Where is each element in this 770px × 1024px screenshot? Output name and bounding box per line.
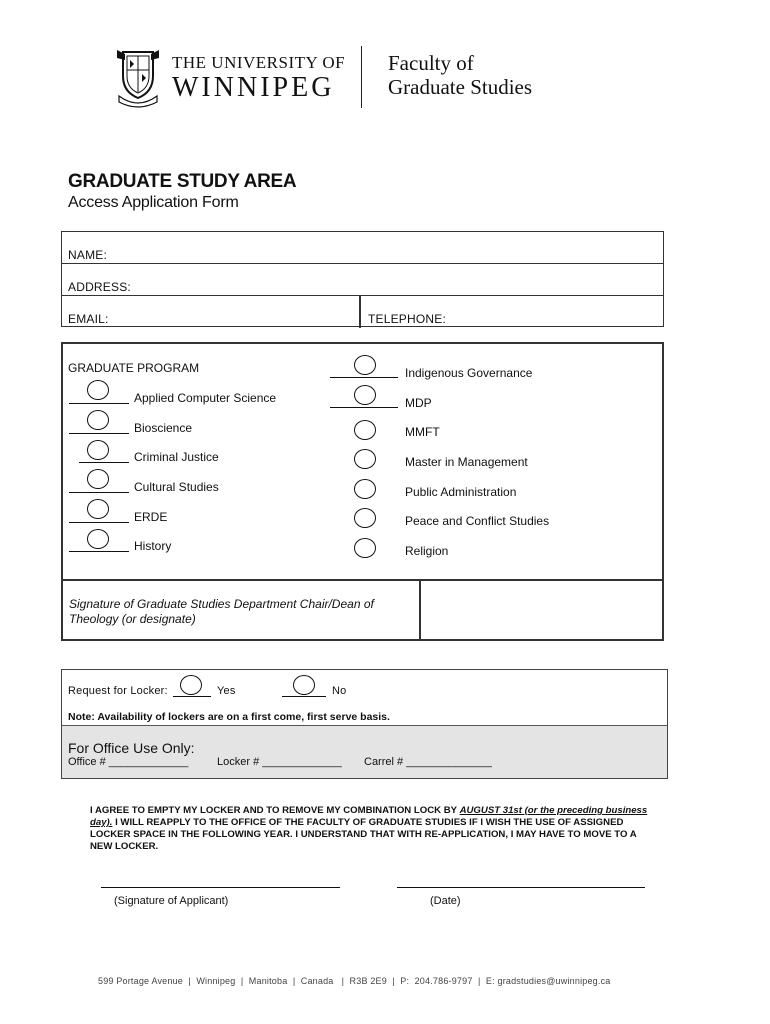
form-title: GRADUATE STUDY AREA bbox=[68, 171, 297, 192]
radio-cultural-studies[interactable] bbox=[87, 469, 109, 489]
option-cultural-studies: Cultural Studies bbox=[134, 480, 219, 494]
radio-peace-and-conflict-studies[interactable] bbox=[354, 508, 376, 528]
option-mmft: MMFT bbox=[405, 425, 440, 439]
email-label[interactable]: EMAIL: bbox=[68, 312, 109, 326]
applicant-signature-label: (Signature of Applicant) bbox=[114, 895, 229, 907]
date-label: (Date) bbox=[430, 895, 461, 907]
university-name-line1: THE UNIVERSITY OF bbox=[172, 53, 346, 72]
radio-mdp[interactable] bbox=[354, 385, 376, 405]
address-row[interactable] bbox=[62, 264, 663, 296]
locker-yes-label: Yes bbox=[217, 685, 236, 697]
footer-contact: 599 Portage Avenue | Winnipeg | Manitoba | Canada | R3B 2E9 | P: 204.786-9797 | E: gradstudies@uwinnipeg.ca bbox=[98, 976, 611, 986]
radio-master-in-management[interactable] bbox=[354, 449, 376, 469]
contact-info-box bbox=[61, 231, 664, 327]
chair-signature-field[interactable] bbox=[421, 581, 662, 639]
locker-no-label: No bbox=[332, 685, 347, 697]
form-subtitle: Access Application Form bbox=[68, 194, 239, 211]
carrel-number-field[interactable]: Carrel # ______________ bbox=[364, 756, 492, 768]
date-line[interactable] bbox=[397, 887, 645, 888]
radio-criminal-justice[interactable] bbox=[87, 440, 109, 460]
radio-erde[interactable] bbox=[87, 499, 109, 519]
name-label: NAME: bbox=[68, 248, 108, 262]
row-divider bbox=[359, 296, 361, 328]
university-crest-logo bbox=[113, 46, 163, 108]
option-bioscience: Bioscience bbox=[134, 421, 193, 435]
locker-number-field[interactable]: Locker # _____________ bbox=[217, 756, 342, 768]
office-use-title: For Office Use Only: bbox=[68, 740, 195, 756]
radio-history[interactable] bbox=[87, 529, 109, 549]
graduate-program-title: GRADUATE PROGRAM bbox=[68, 361, 200, 375]
radio-locker-no[interactable] bbox=[293, 675, 315, 695]
agreement-text-before: I AGREE TO EMPTY MY LOCKER AND TO REMOVE MY COMBINATION LOCK BY bbox=[90, 805, 460, 816]
address-label: ADDRESS: bbox=[68, 280, 131, 294]
option-religion: Religion bbox=[405, 544, 449, 558]
office-use-section bbox=[62, 725, 667, 778]
radio-mmft[interactable] bbox=[354, 420, 376, 440]
telephone-label[interactable]: TELEPHONE: bbox=[368, 312, 447, 326]
chair-signature-label: Signature of Graduate Studies Department Chair/Dean of Theology (or designate) bbox=[69, 597, 374, 626]
office-number-field[interactable]: Office # _____________ bbox=[68, 756, 189, 768]
option-peace-and-conflict-studies: Peace and Conflict Studies bbox=[405, 514, 550, 528]
option-history: History bbox=[134, 539, 172, 553]
locker-availability-note: Note: Availability of lockers are on a first come, first serve basis. bbox=[68, 711, 390, 723]
radio-indigenous-governance[interactable] bbox=[354, 355, 376, 375]
option-criminal-justice: Criminal Justice bbox=[134, 450, 219, 464]
graduate-program-box bbox=[61, 342, 664, 641]
option-master-in-management: Master in Management bbox=[405, 455, 528, 469]
agreement-text bbox=[90, 805, 660, 853]
option-erde: ERDE bbox=[134, 510, 168, 524]
radio-locker-yes[interactable] bbox=[180, 675, 202, 695]
option-indigenous-governance: Indigenous Governance bbox=[405, 366, 533, 380]
locker-request-label: Request for Locker: bbox=[68, 685, 168, 697]
locker-request-box bbox=[61, 669, 668, 779]
applicant-signature-line[interactable] bbox=[101, 887, 340, 888]
option-mdp: MDP bbox=[405, 396, 432, 410]
university-name-line2: WINNIPEG bbox=[172, 72, 335, 103]
radio-public-administration[interactable] bbox=[354, 479, 376, 499]
header-divider bbox=[361, 46, 362, 108]
name-row[interactable] bbox=[62, 232, 663, 264]
radio-religion[interactable] bbox=[354, 538, 376, 558]
agreement-text-after: I WILL REAPPLY TO THE OFFICE OF THE FACULTY OF GRADUATE STUDIES IF I WISH THE USE OF ASSIGNED LOCKER SPACE IN THE FOLLOWING YEAR. I UNDERSTAND THAT WITH RE-APPLICATION, I MAY HAVE TO MOVE TO A NEW LOCKER. bbox=[90, 817, 637, 852]
option-applied-computer-science: Applied Computer Science bbox=[134, 391, 277, 405]
radio-applied-computer-science[interactable] bbox=[87, 380, 109, 400]
option-public-administration: Public Administration bbox=[405, 485, 517, 499]
agreement-deadline: AUGUST 31st (or the preceding business day). bbox=[90, 805, 648, 828]
radio-bioscience[interactable] bbox=[87, 410, 109, 430]
faculty-name-line2: Graduate Studies bbox=[388, 75, 533, 99]
faculty-name-line1: Faculty of bbox=[388, 51, 474, 75]
email-telephone-row bbox=[62, 296, 663, 328]
